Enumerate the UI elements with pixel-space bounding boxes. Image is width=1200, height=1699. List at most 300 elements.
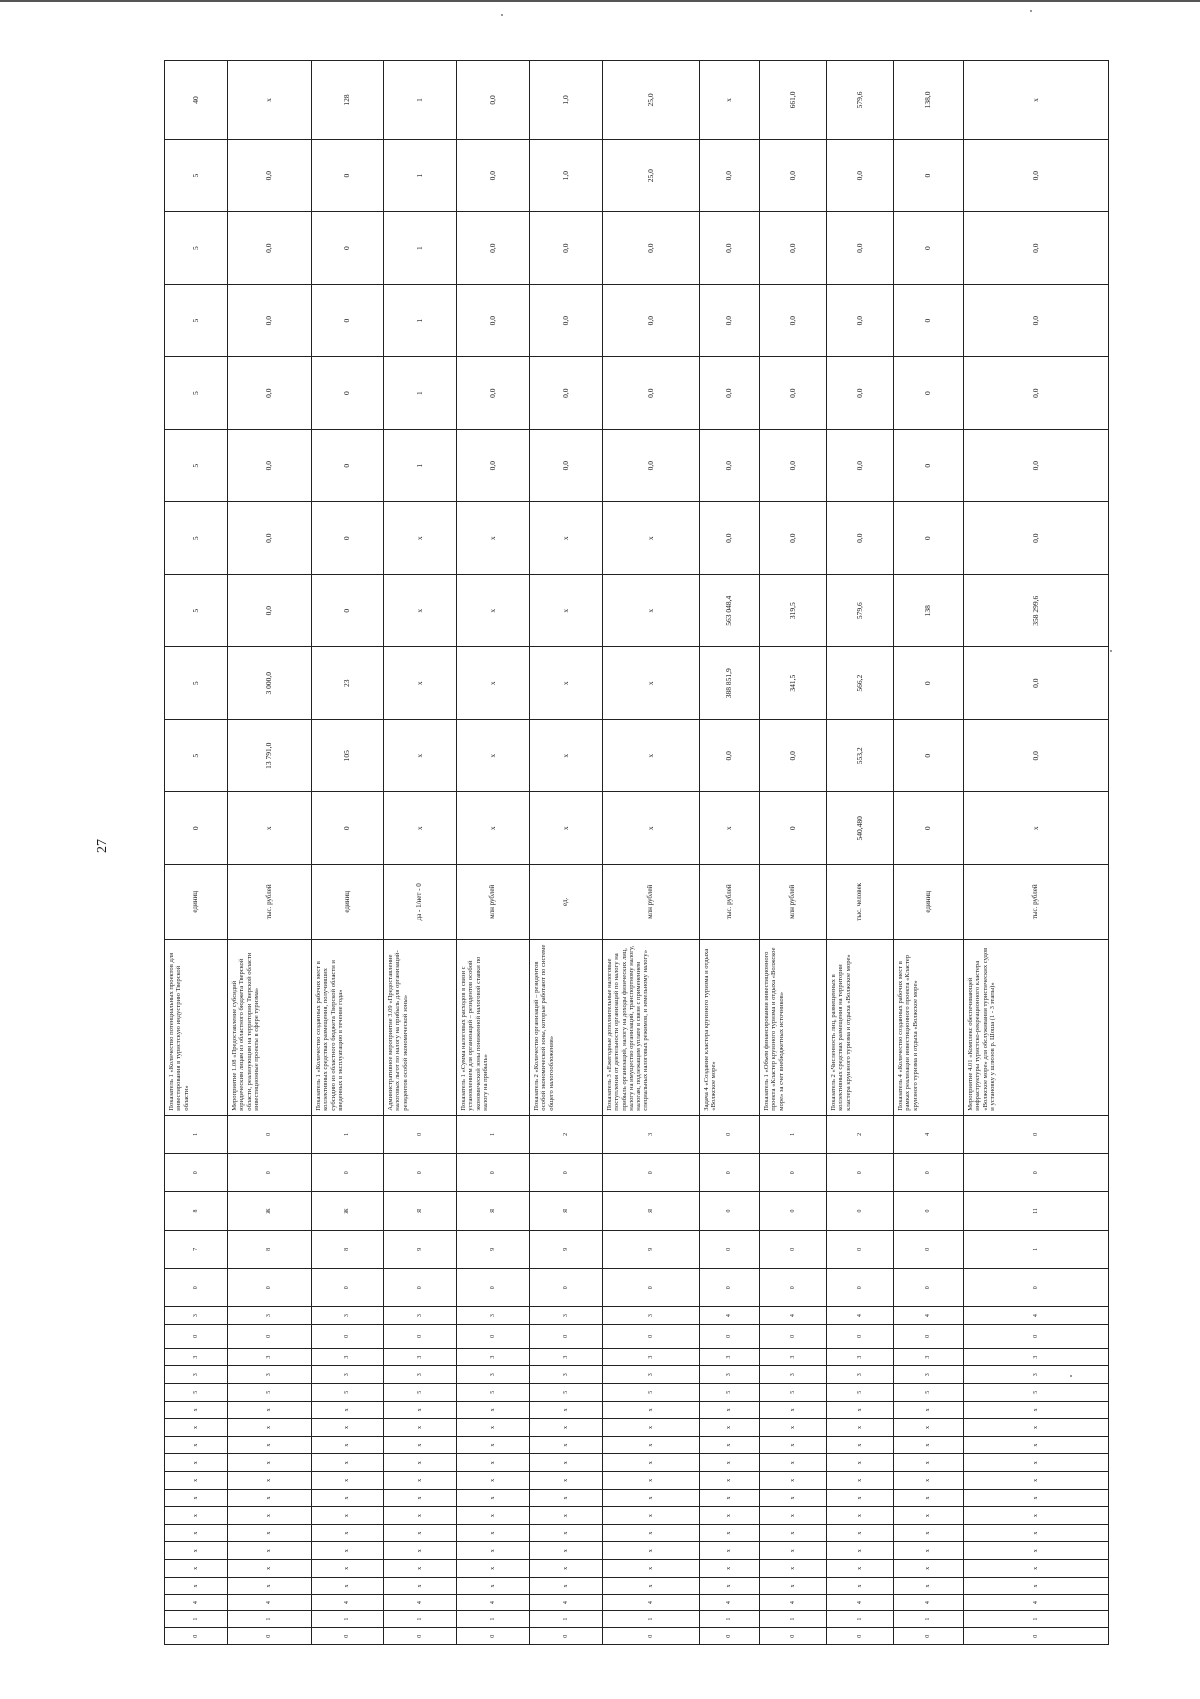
code-cell: х — [384, 1419, 457, 1437]
code-cell: 0 — [384, 1628, 457, 1645]
value-cell: 0,0 — [700, 719, 760, 792]
code-cell: 4 — [700, 1595, 760, 1611]
code-cell: 5 — [457, 1383, 530, 1401]
value-cell: 25,0 — [603, 61, 700, 140]
code-cell: 1 — [700, 1610, 760, 1628]
code-cell: х — [964, 1524, 1109, 1542]
code-cell: 8 — [312, 1230, 384, 1268]
value-cell: х — [530, 502, 603, 575]
code-cell: х — [964, 1507, 1109, 1525]
code-cell: х — [165, 1577, 228, 1595]
code-cell: 0 — [760, 1154, 827, 1192]
code-cell: х — [457, 1577, 530, 1595]
code-cell: 5 — [964, 1383, 1109, 1401]
code-cell: 0 — [700, 1269, 760, 1307]
code-cell: 4 — [894, 1595, 964, 1611]
value-cell: 5 — [165, 719, 228, 792]
value-cell: 0,0 — [530, 429, 603, 502]
code-cell: х — [603, 1507, 700, 1525]
value-cell: 128 — [312, 61, 384, 140]
value-cell: х — [603, 502, 700, 575]
value-cell: 0,0 — [700, 357, 760, 430]
code-cell: 3 — [384, 1307, 457, 1325]
code-cell: 1 — [457, 1115, 530, 1153]
code-cell: х — [700, 1401, 760, 1419]
code-cell: 0 — [530, 1628, 603, 1645]
table-row — [894, 61, 964, 1645]
indicator-name-cell: Административное мероприятие 3.09 «Предоставление налоговых льгот по налогу на прибыль для организаций-резидентов особой экономической зоны» — [384, 939, 457, 1115]
code-cell: х — [165, 1489, 228, 1507]
table-row — [964, 61, 1109, 1645]
code-cell: 0 — [228, 1154, 312, 1192]
code-cell: х — [700, 1577, 760, 1595]
code-cell: 0 — [530, 1324, 603, 1348]
code-cell: х — [530, 1560, 603, 1578]
code-cell: х — [228, 1489, 312, 1507]
unit-cell: тыс. рублей — [964, 865, 1109, 940]
code-cell: х — [603, 1560, 700, 1578]
value-cell: х — [530, 719, 603, 792]
value-cell: 0,0 — [228, 574, 312, 647]
code-cell: 3 — [457, 1366, 530, 1384]
code-cell: х — [964, 1419, 1109, 1437]
code-cell: х — [760, 1454, 827, 1472]
code-cell: 2 — [530, 1115, 603, 1153]
value-cell: 0 — [894, 502, 964, 575]
code-cell: х — [530, 1454, 603, 1472]
value-cell: х — [384, 574, 457, 647]
code-cell: 0 — [603, 1269, 700, 1307]
value-cell: 0,0 — [228, 284, 312, 357]
code-cell: х — [165, 1472, 228, 1490]
value-cell: 0,0 — [603, 212, 700, 285]
value-cell: 0,0 — [228, 139, 312, 212]
value-cell: 0 — [312, 212, 384, 285]
value-cell: 0 — [312, 357, 384, 430]
code-cell: 3 — [603, 1307, 700, 1325]
code-cell: 5 — [894, 1383, 964, 1401]
code-cell: 0 — [384, 1324, 457, 1348]
value-cell: 0,0 — [964, 139, 1109, 212]
code-cell: х — [457, 1419, 530, 1437]
code-cell: 4 — [603, 1595, 700, 1611]
value-cell: 0,0 — [827, 212, 894, 285]
code-cell: 3 — [700, 1366, 760, 1384]
code-cell: х — [312, 1560, 384, 1578]
value-cell: х — [700, 61, 760, 140]
value-cell: 388 851,9 — [700, 647, 760, 720]
code-cell: 11 — [964, 1192, 1109, 1230]
value-cell: 0 — [894, 792, 964, 865]
code-cell: х — [384, 1542, 457, 1560]
value-cell: 661,0 — [760, 61, 827, 140]
code-cell: х — [603, 1489, 700, 1507]
code-cell: 1 — [384, 1610, 457, 1628]
code-cell: х — [530, 1524, 603, 1542]
value-cell: 0,0 — [827, 357, 894, 430]
value-cell: 138,0 — [894, 61, 964, 140]
code-cell: х — [165, 1436, 228, 1454]
value-cell: 0 — [312, 574, 384, 647]
code-cell: 9 — [603, 1230, 700, 1268]
code-cell: х — [457, 1472, 530, 1490]
value-cell: 341,5 — [760, 647, 827, 720]
code-cell: х — [894, 1401, 964, 1419]
code-cell: 4 — [760, 1595, 827, 1611]
code-cell: 0 — [760, 1628, 827, 1645]
code-cell: 0 — [700, 1628, 760, 1645]
value-cell: х — [384, 792, 457, 865]
value-cell: х — [603, 792, 700, 865]
code-cell: 0 — [165, 1628, 228, 1645]
code-cell: 4 — [530, 1595, 603, 1611]
code-cell: х — [894, 1472, 964, 1490]
table-row — [700, 61, 760, 1645]
table-row — [603, 61, 700, 1645]
value-cell: х — [384, 647, 457, 720]
code-cell: 0 — [827, 1324, 894, 1348]
value-cell: х — [228, 61, 312, 140]
table-row — [384, 61, 457, 1645]
value-cell: 0 — [894, 719, 964, 792]
value-cell: 319,5 — [760, 574, 827, 647]
value-cell: 5 — [165, 429, 228, 502]
code-cell: 0 — [827, 1628, 894, 1645]
code-cell: х — [165, 1524, 228, 1542]
unit-cell: единиц — [894, 865, 964, 940]
value-cell: 0,0 — [603, 284, 700, 357]
code-cell: х — [228, 1419, 312, 1437]
value-cell: х — [457, 647, 530, 720]
value-cell: 553,2 — [827, 719, 894, 792]
value-cell: 0,0 — [760, 357, 827, 430]
code-cell: х — [964, 1472, 1109, 1490]
value-cell: х — [964, 61, 1109, 140]
code-cell: х — [228, 1542, 312, 1560]
value-cell: 5 — [165, 139, 228, 212]
code-cell: 9 — [457, 1230, 530, 1268]
scan-speck — [1110, 650, 1112, 652]
code-cell: х — [827, 1436, 894, 1454]
code-cell: 0 — [827, 1230, 894, 1268]
code-cell: х — [384, 1524, 457, 1542]
code-cell: х — [827, 1560, 894, 1578]
code-cell: 5 — [165, 1383, 228, 1401]
code-cell: х — [312, 1472, 384, 1490]
code-cell: 0 — [894, 1628, 964, 1645]
value-cell: 0 — [312, 502, 384, 575]
indicator-name-cell: Мероприятие 1.08 «Предоставление субсидий юридическим лицам из областного бюджета Тверской области, реализующим на территории Тверской области инвестиционные проекты в сфере туризма» — [228, 939, 312, 1115]
value-cell: 0,0 — [964, 647, 1109, 720]
code-cell: х — [603, 1436, 700, 1454]
code-cell: х — [700, 1454, 760, 1472]
code-cell: 0 — [457, 1628, 530, 1645]
code-cell: х — [894, 1524, 964, 1542]
code-cell: 7 — [165, 1230, 228, 1268]
code-cell: 3 — [760, 1366, 827, 1384]
value-cell: 0,0 — [760, 212, 827, 285]
code-cell: 0 — [530, 1269, 603, 1307]
code-cell: 5 — [700, 1383, 760, 1401]
code-cell: 4 — [760, 1307, 827, 1325]
value-cell: 0,0 — [964, 212, 1109, 285]
value-cell: 0,0 — [228, 502, 312, 575]
code-cell: Я — [384, 1192, 457, 1230]
code-cell: х — [700, 1560, 760, 1578]
value-cell: х — [228, 792, 312, 865]
value-cell: 0,0 — [228, 212, 312, 285]
code-cell: х — [312, 1436, 384, 1454]
code-cell: х — [165, 1542, 228, 1560]
value-cell: 5 — [165, 284, 228, 357]
code-cell: 5 — [827, 1383, 894, 1401]
code-cell: 5 — [603, 1383, 700, 1401]
value-cell: 0,0 — [700, 502, 760, 575]
value-cell: 105 — [312, 719, 384, 792]
value-cell: 0,0 — [827, 139, 894, 212]
code-cell: х — [312, 1524, 384, 1542]
code-cell: 0 — [165, 1324, 228, 1348]
page-top-border — [0, 0, 1200, 2]
code-cell: 3 — [165, 1307, 228, 1325]
value-cell: х — [384, 502, 457, 575]
code-cell: 5 — [228, 1383, 312, 1401]
indicator-name-cell: Задача 4 «Создание кластера круизного туризма и отдыха «Волжское море» — [700, 939, 760, 1115]
code-cell: х — [384, 1560, 457, 1578]
code-cell: х — [165, 1560, 228, 1578]
code-cell: 0 — [165, 1269, 228, 1307]
code-cell: х — [457, 1507, 530, 1525]
code-cell: 0 — [228, 1269, 312, 1307]
scan-speck — [501, 14, 503, 16]
code-cell: 0 — [384, 1115, 457, 1153]
value-cell: 0 — [894, 647, 964, 720]
code-cell: х — [228, 1507, 312, 1525]
value-cell: 40 — [165, 61, 228, 140]
code-cell: 2 — [827, 1115, 894, 1153]
code-cell: 0 — [457, 1269, 530, 1307]
code-cell: х — [964, 1577, 1109, 1595]
value-cell: 0,0 — [760, 284, 827, 357]
unit-cell: единиц — [312, 865, 384, 940]
value-cell: 23 — [312, 647, 384, 720]
code-cell: 4 — [384, 1595, 457, 1611]
code-cell: х — [894, 1436, 964, 1454]
code-cell: х — [312, 1507, 384, 1525]
value-cell: х — [964, 792, 1109, 865]
code-cell: х — [312, 1419, 384, 1437]
value-cell: 1 — [384, 429, 457, 502]
unit-cell: тыс. человек — [827, 865, 894, 940]
code-cell: 5 — [384, 1383, 457, 1401]
value-cell: 1 — [384, 139, 457, 212]
value-cell: 5 — [165, 502, 228, 575]
value-cell: 0,0 — [760, 429, 827, 502]
value-cell: 0,0 — [228, 429, 312, 502]
code-cell: х — [894, 1507, 964, 1525]
code-cell: х — [894, 1419, 964, 1437]
code-cell: 9 — [530, 1230, 603, 1268]
value-cell: 0,0 — [964, 719, 1109, 792]
code-cell: 0 — [228, 1324, 312, 1348]
code-cell: х — [228, 1401, 312, 1419]
code-cell: 1 — [530, 1610, 603, 1628]
value-cell: 0 — [312, 429, 384, 502]
code-cell: 1 — [165, 1115, 228, 1153]
code-cell: 4 — [894, 1307, 964, 1325]
code-cell: 3 — [530, 1366, 603, 1384]
indicator-name-cell: Показатель 3 «Ежегодные дополнительные налоговые поступления от деятельности организаций по налогу на прибыль организаций, налогу на доходы физических лиц, налогу на имущество организаций, транспортному налогу, налогам, подлежащим уплате в связи с применением специальных налоговых режимов, и земельному налогу» — [603, 939, 700, 1115]
code-cell: 0 — [384, 1269, 457, 1307]
code-cell: 0 — [760, 1230, 827, 1268]
table-row — [530, 61, 603, 1645]
code-cell: х — [384, 1507, 457, 1525]
code-cell: х — [760, 1560, 827, 1578]
code-cell: х — [603, 1454, 700, 1472]
code-cell: 0 — [964, 1628, 1109, 1645]
unit-cell: млн рублей — [457, 865, 530, 940]
value-cell: 0 — [894, 139, 964, 212]
code-cell: х — [457, 1560, 530, 1578]
code-cell: х — [827, 1401, 894, 1419]
value-cell: 0 — [312, 792, 384, 865]
code-cell: 3 — [165, 1348, 228, 1366]
code-cell: 0 — [700, 1154, 760, 1192]
code-cell: 0 — [228, 1628, 312, 1645]
code-cell: 0 — [457, 1154, 530, 1192]
code-cell: х — [700, 1524, 760, 1542]
code-cell: х — [165, 1507, 228, 1525]
value-cell: 0 — [894, 357, 964, 430]
code-cell: х — [312, 1454, 384, 1472]
code-cell: х — [603, 1472, 700, 1490]
code-cell: х — [760, 1436, 827, 1454]
indicator-name-cell: Показатель 4 «Количество созданных рабочих мест в рамках реализации инвестиционного проекта «Кластер круизного туризма и отдыха «Волжское море» — [894, 939, 964, 1115]
code-cell: х — [827, 1507, 894, 1525]
code-cell: х — [964, 1542, 1109, 1560]
code-cell: 5 — [530, 1383, 603, 1401]
code-cell: 3 — [894, 1348, 964, 1366]
code-cell: х — [530, 1542, 603, 1560]
code-cell: 3 — [228, 1348, 312, 1366]
value-cell: х — [603, 647, 700, 720]
code-cell: х — [457, 1542, 530, 1560]
code-cell: 0 — [827, 1269, 894, 1307]
code-cell: 3 — [228, 1307, 312, 1325]
indicator-name-cell: Показатель 1 «Сумма налоговых расходов в связи с установлением для организаций – резидентов особой экономической зоны пониженной налоговой ставки по налогу на прибыль» — [457, 939, 530, 1115]
code-cell: х — [312, 1489, 384, 1507]
value-cell: х — [457, 574, 530, 647]
value-cell: х — [457, 502, 530, 575]
code-cell: х — [165, 1419, 228, 1437]
code-cell: 1 — [964, 1230, 1109, 1268]
code-cell: 3 — [964, 1366, 1109, 1384]
value-cell: 1 — [384, 61, 457, 140]
code-cell: 3 — [384, 1348, 457, 1366]
code-cell: 3 — [894, 1366, 964, 1384]
code-cell: 0 — [603, 1628, 700, 1645]
code-cell: х — [530, 1577, 603, 1595]
value-cell: 5 — [165, 212, 228, 285]
value-cell: 1 — [384, 357, 457, 430]
value-cell: 0,0 — [827, 502, 894, 575]
code-cell: х — [894, 1489, 964, 1507]
code-cell: х — [760, 1472, 827, 1490]
code-cell: х — [964, 1436, 1109, 1454]
code-cell: 1 — [964, 1610, 1109, 1628]
value-cell: 0,0 — [457, 357, 530, 430]
code-cell: 0 — [760, 1192, 827, 1230]
value-cell: 579,6 — [827, 574, 894, 647]
code-cell: х — [530, 1419, 603, 1437]
value-cell: 0,0 — [964, 284, 1109, 357]
code-cell: х — [312, 1542, 384, 1560]
value-cell: 0,0 — [700, 212, 760, 285]
value-cell: 1 — [384, 284, 457, 357]
rotated-table-container — [164, 60, 1108, 1645]
code-cell: х — [827, 1454, 894, 1472]
value-cell: 0,0 — [700, 284, 760, 357]
code-cell: х — [964, 1560, 1109, 1578]
unit-cell: единиц — [165, 865, 228, 940]
code-cell: 0 — [964, 1269, 1109, 1307]
code-cell: 1 — [457, 1610, 530, 1628]
code-cell: Ж — [228, 1192, 312, 1230]
code-cell: 4 — [827, 1307, 894, 1325]
unit-cell: да - 1/нет - 0 — [384, 865, 457, 940]
code-cell: х — [827, 1419, 894, 1437]
value-cell: 563 048,4 — [700, 574, 760, 647]
code-cell: х — [827, 1542, 894, 1560]
table-row — [228, 61, 312, 1645]
code-cell: 0 — [530, 1154, 603, 1192]
code-cell: х — [457, 1489, 530, 1507]
value-cell: 5 — [165, 574, 228, 647]
value-cell: 0,0 — [530, 212, 603, 285]
code-cell: 0 — [760, 1269, 827, 1307]
code-cell: 1 — [603, 1610, 700, 1628]
code-cell: 3 — [603, 1366, 700, 1384]
value-cell: 0,0 — [760, 502, 827, 575]
code-cell: х — [827, 1472, 894, 1490]
value-cell: х — [457, 719, 530, 792]
value-cell: 0 — [894, 284, 964, 357]
code-cell: х — [530, 1507, 603, 1525]
code-cell: 3 — [530, 1307, 603, 1325]
value-cell: 1,0 — [530, 139, 603, 212]
code-cell: 1 — [228, 1610, 312, 1628]
code-cell: х — [700, 1489, 760, 1507]
value-cell: 1,0 — [530, 61, 603, 140]
code-cell: 4 — [165, 1595, 228, 1611]
code-cell: 8 — [228, 1230, 312, 1268]
code-cell: 0 — [894, 1269, 964, 1307]
code-cell: х — [894, 1577, 964, 1595]
code-cell: 0 — [894, 1230, 964, 1268]
code-cell: х — [384, 1472, 457, 1490]
code-cell: 4 — [700, 1307, 760, 1325]
table-row — [165, 61, 228, 1645]
code-cell: 0 — [700, 1230, 760, 1268]
code-cell: х — [457, 1454, 530, 1472]
value-cell: 0,0 — [760, 719, 827, 792]
indicator-name-cell: Показатель 1 «Объем финансирования инвестиционного проекта «Кластер круизного туризма и отдыха «Волжское море» за счет внебюджетных источников» — [760, 939, 827, 1115]
code-cell: х — [457, 1401, 530, 1419]
code-cell: х — [827, 1489, 894, 1507]
unit-cell: ед. — [530, 865, 603, 940]
code-cell: х — [530, 1489, 603, 1507]
code-cell: х — [228, 1577, 312, 1595]
